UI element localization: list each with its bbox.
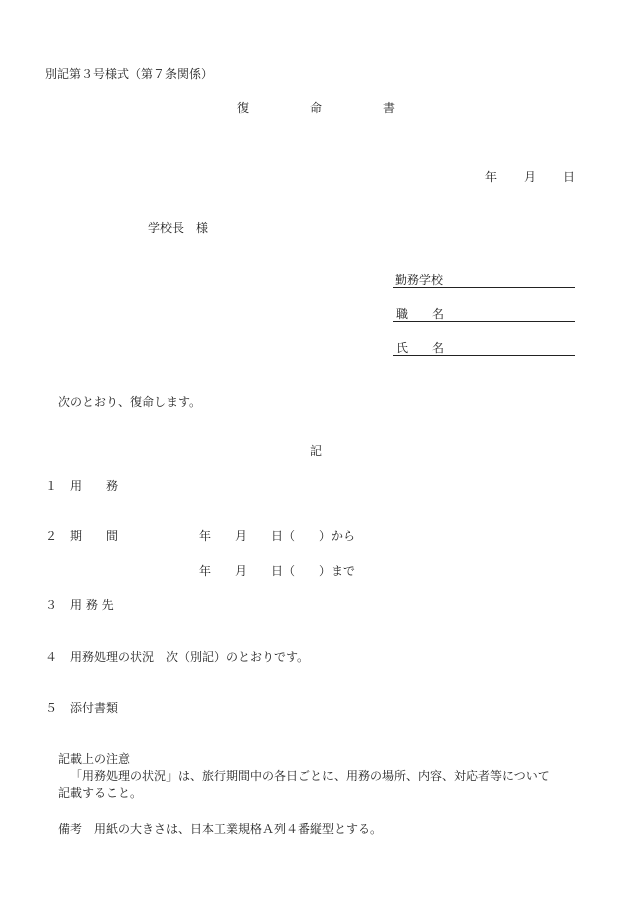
name-underline	[393, 355, 575, 356]
date-day: 日	[563, 170, 576, 184]
notes-line-2: 記載すること。	[58, 786, 143, 800]
notes-heading: 記載上の注意	[58, 752, 131, 766]
title-char-2: 命	[310, 101, 323, 115]
intro-text: 次のとおり、復命します。	[58, 395, 202, 409]
date-year: 年	[485, 170, 498, 184]
position-underline	[393, 321, 575, 322]
addressee: 学校長 様	[148, 221, 209, 235]
item2-label: 期 間	[70, 529, 119, 543]
period-from: 年 月 日（ ）から	[199, 529, 356, 543]
item3-number: ３	[45, 598, 58, 612]
school-label: 勤務学校	[395, 273, 444, 287]
period-to: 年 月 日（ ）まで	[199, 564, 356, 578]
item3-label: 用 務 先	[70, 598, 114, 612]
item1-number: １	[45, 479, 58, 493]
form-reference: 別記第３号様式（第７条関係）	[45, 67, 214, 81]
item4-label: 用務処理の状況 次（別記）のとおりです。	[70, 650, 310, 664]
item4-number: ４	[45, 650, 58, 664]
name-label: 氏 名	[396, 341, 445, 355]
title-char-1: 復	[237, 101, 250, 115]
date-month: 月	[524, 170, 537, 184]
item2-number: ２	[45, 529, 58, 543]
position-label: 職 名	[396, 307, 445, 321]
title-char-3: 書	[383, 101, 396, 115]
item1-label: 用 務	[70, 479, 119, 493]
notes-line-1: 「用務処理の状況」は、旅行期間中の各日ごとに、用務の場所、内容、対応者等について	[70, 769, 550, 783]
school-underline	[393, 287, 575, 288]
item5-label: 添付書類	[70, 701, 119, 715]
item5-number: ５	[45, 701, 58, 715]
remark-line: 備考 用紙の大きさは、日本工業規格Ａ列４番縦型とする。	[58, 822, 383, 836]
ki-heading: 記	[310, 444, 323, 458]
